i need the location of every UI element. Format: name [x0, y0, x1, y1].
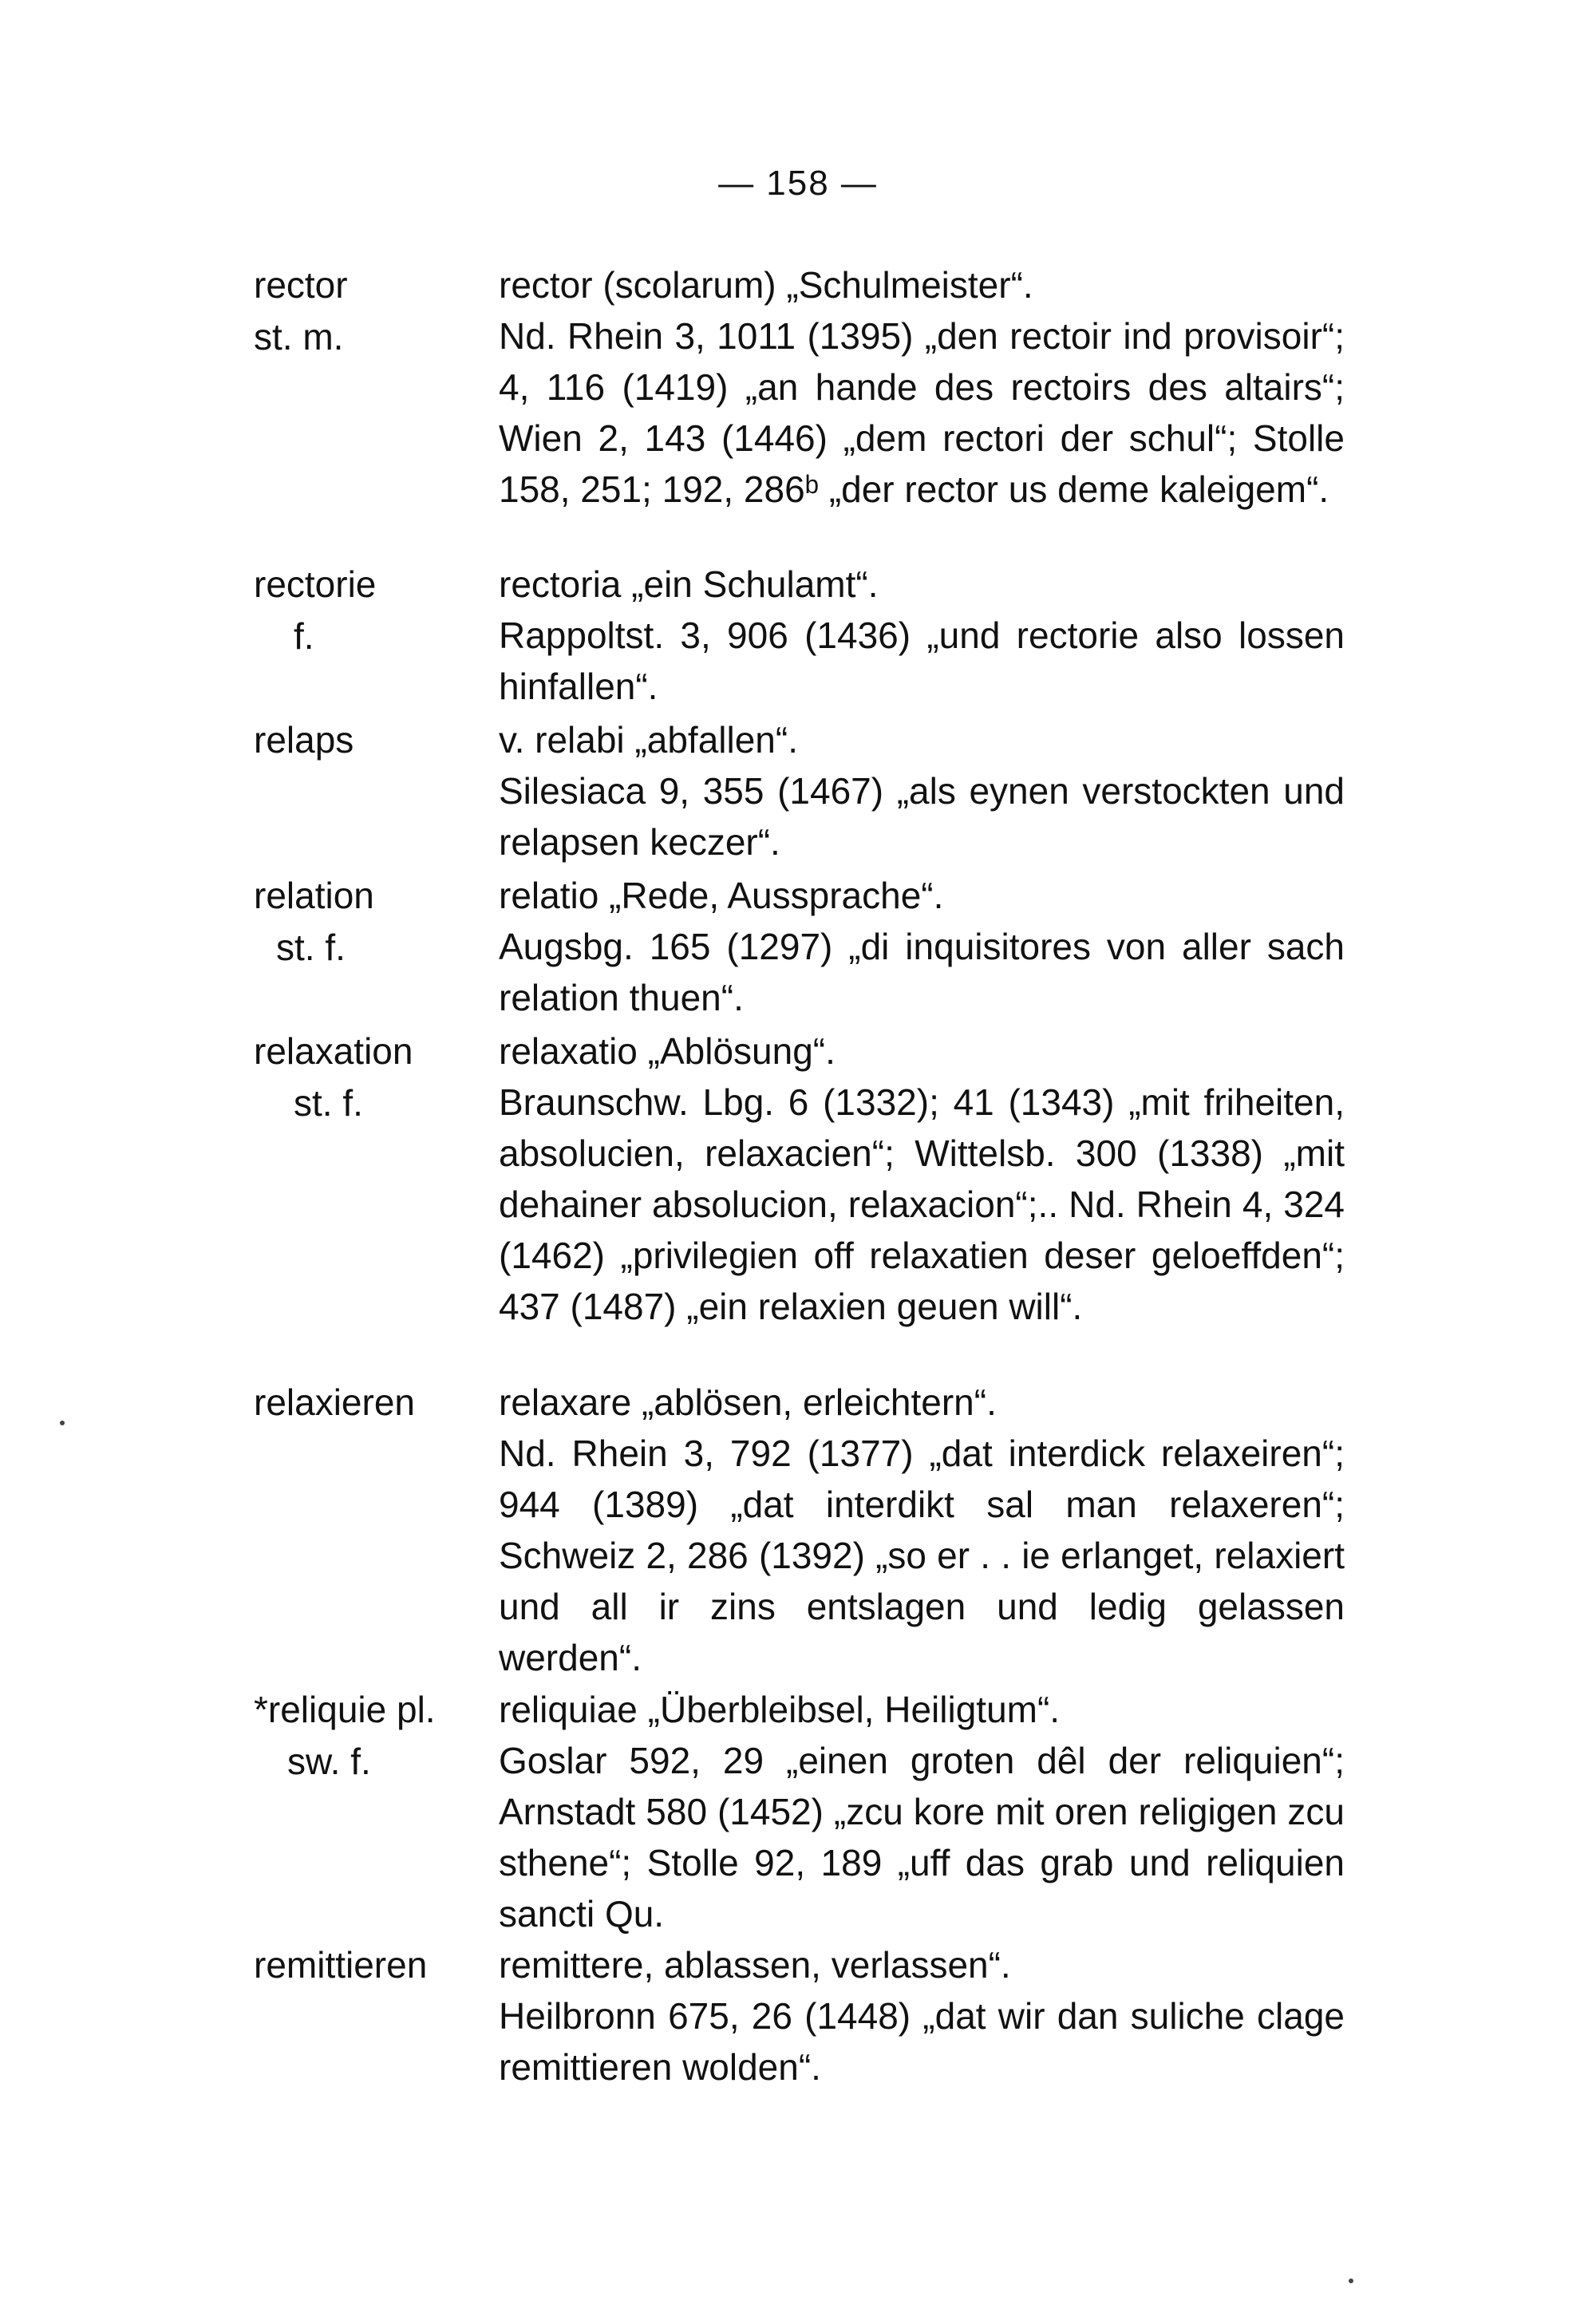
- lemma: rector: [254, 264, 348, 306]
- etymology: relatio „Rede, Aussprache“.: [499, 875, 944, 916]
- grammar-label: st. f.: [294, 1082, 363, 1124]
- citations: Braunschw. Lbg. 6 (1332); 41 (1343) „mit friheiten, absolucien, relaxacien“; Wittelsb. 300 (1338) „mit dehainer absolucion, relaxacion“;.. Nd. Rhein 4, 324 (1462) „privilegien off relaxatien deser geloeffden“; 437 (1487) „ein relaxien geuen will“.: [499, 1081, 1345, 1327]
- etymology: remittere, ablassen, verlassen“.: [499, 1944, 1011, 1986]
- lemma: rectorie: [254, 563, 377, 605]
- entry-body: [499, 1377, 1345, 1683]
- grammar-label: st. f.: [276, 927, 346, 968]
- lemma: relation: [254, 875, 374, 916]
- citations: Augsbg. 165 (1297) „di inquisitores von aller sach relation thuen“.: [499, 926, 1345, 1018]
- entry-body: [499, 714, 1345, 868]
- citations: Rappoltst. 3, 906 (1436) „und rectorie also lossen hinfallen“.: [499, 615, 1345, 707]
- lemma: relaxieren: [254, 1381, 415, 1423]
- headword: [254, 1377, 485, 1429]
- headword: [254, 559, 485, 662]
- grammar-label: f.: [294, 615, 314, 657]
- etymology: reliquiae „Überbleibsel, Heiligtum“.: [499, 1689, 1061, 1730]
- grammar-label: sw. f.: [287, 1741, 371, 1782]
- grammar-label: st. m.: [254, 316, 344, 358]
- lemma: *reliquie pl.: [254, 1689, 436, 1730]
- citations: Nd. Rhein 3, 1011 (1395) „den rectoir ind provisoir“; 4, 116 (1419) „an hande des rectoirs des altairs“; Wien 2, 143 (1446) „dem rectori der schul“; Stolle 158, 251; 192, 286ᵇ „der rector us deme kaleigem“.: [499, 315, 1345, 510]
- citations: Nd. Rhein 3, 792 (1377) „dat interdick relaxeiren“; 944 (1389) „dat interdikt sal man relaxeren“; Schweiz 2, 286 (1392) „so er . . ie erlanget, relaxiert und all ir zins entslagen und ledig gelassen werden“.: [499, 1433, 1345, 1678]
- citations: Heilbronn 675, 26 (1448) „dat wir dan suliche clage remittieren wolden“.: [499, 1995, 1345, 2088]
- entry-body: [499, 559, 1345, 712]
- etymology: relaxare „ablösen, erleichtern“.: [499, 1381, 997, 1423]
- scan-speck: [60, 1421, 65, 1425]
- lemma: remittieren: [254, 1944, 428, 1986]
- entry-body: [499, 1026, 1345, 1332]
- entry-body: [499, 870, 1345, 1023]
- headword: [254, 259, 485, 363]
- headword: [254, 1939, 485, 1991]
- headword: [254, 870, 485, 974]
- headword: [254, 714, 485, 766]
- entry-body: [499, 259, 1345, 515]
- page-number: — 158 —: [718, 164, 878, 203]
- headword: [254, 1684, 485, 1788]
- lemma: relaps: [254, 719, 354, 761]
- entry-body: [499, 1684, 1345, 1939]
- citations: Goslar 592, 29 „einen groten dêl der reliquien“; Arnstadt 580 (1452) „zcu kore mit oren religigen zcu sthene“; Stolle 92, 189 „uff das grab und reliquien sancti Qu.: [499, 1740, 1345, 1935]
- etymology: rectoria „ein Schulamt“.: [499, 563, 879, 605]
- lemma: relaxation: [254, 1030, 413, 1072]
- etymology: rector (scolarum) „Schulmeister“.: [499, 264, 1033, 306]
- headword: [254, 1026, 485, 1129]
- scan-speck: [1349, 2279, 1353, 2283]
- etymology: v. relabi „abfallen“.: [499, 719, 798, 761]
- etymology: relaxatio „Ablösung“.: [499, 1030, 836, 1072]
- citations: Silesiaca 9, 355 (1467) „als eynen verstockten und relapsen keczer“.: [499, 770, 1345, 863]
- entry-body: [499, 1939, 1345, 2093]
